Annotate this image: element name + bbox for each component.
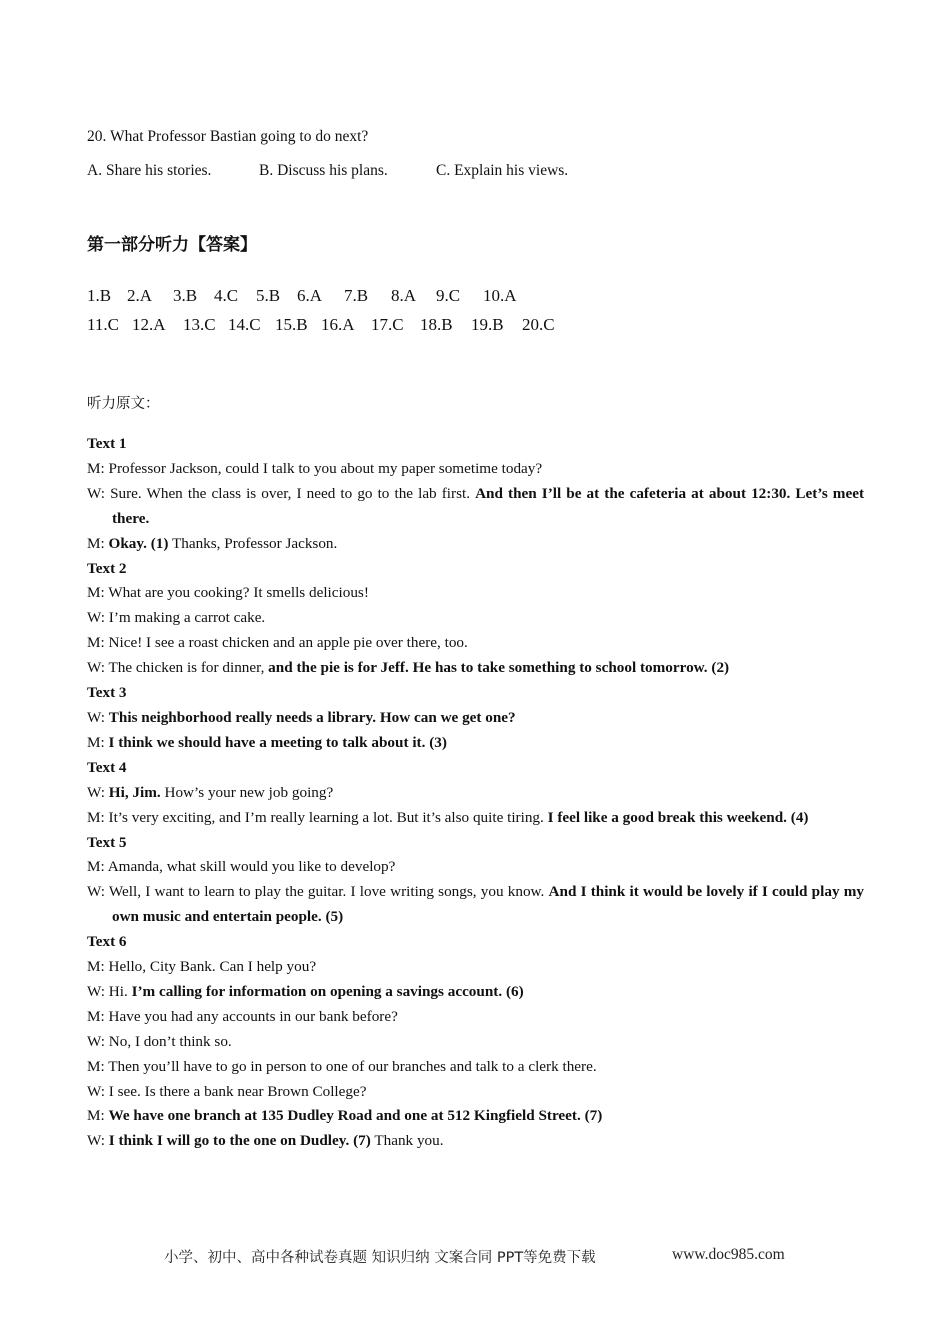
answers-row-2 <box>87 315 555 335</box>
speaker-label: W: <box>87 609 109 627</box>
speaker-label: M: <box>87 534 109 552</box>
option-b: B. Discuss his plans. <box>259 162 388 179</box>
dialogue-text: Amanda, what skill would you like to develop? <box>107 858 396 876</box>
speaker-label: W: <box>87 484 111 502</box>
speaker-label: W: <box>87 883 109 901</box>
answer-item: 5.B <box>256 286 281 305</box>
footer-url: www.doc985.com <box>672 1246 785 1263</box>
speaker-label: M: <box>87 1007 109 1025</box>
dialogue-line <box>87 706 864 731</box>
answer-item: 7.B <box>344 286 369 305</box>
dialogue-line <box>87 855 864 880</box>
text-title: Text 5 <box>87 833 127 851</box>
dialogue-line <box>87 606 864 631</box>
dialogue-text: It’s very exciting, and I’m really learning a lot. But it’s also quite tiring. <box>108 808 548 826</box>
answer-item: 15.B <box>275 315 308 334</box>
text-title: Text 1 <box>87 435 127 452</box>
dialogue-text: Hi. <box>108 982 132 1000</box>
text-title: Text 6 <box>87 933 127 951</box>
question-options <box>87 162 568 180</box>
speaker-label: W: <box>87 783 109 801</box>
key-sentence: And I think it would be lovely if I could play my own music and entertain people. (5) <box>112 883 864 926</box>
key-sentence: I feel like a good break this weekend. (4) <box>547 808 809 826</box>
dialogue-line <box>87 1030 864 1055</box>
dialogue-line <box>87 1005 864 1030</box>
text-title: Text 2 <box>87 559 127 577</box>
dialogue-text: I see. Is there a bank near Brown College? <box>108 1082 367 1100</box>
answer-heading: 第一部分听力【答案】 <box>87 235 257 255</box>
key-sentence: I’m calling for information on opening a savings account. (6) <box>131 982 524 1000</box>
speaker-label: W: <box>87 982 109 1000</box>
answer-item: 4.C <box>214 286 239 305</box>
speaker-label: W: <box>87 659 109 677</box>
answer-item: 16.A <box>321 315 355 334</box>
dialogue-line <box>87 1055 864 1080</box>
dialogue-line <box>87 806 864 831</box>
key-sentence: We have one branch at 135 Dudley Road and one at 512 Kingfield Street. (7) <box>108 1107 603 1125</box>
key-sentence: And then I’ll be at the cafeteria at about 12:30. Let’s meet there. <box>112 484 864 527</box>
speaker-label: M: <box>87 808 109 826</box>
key-sentence: and the pie is for Jeff. He has to take something to school tomorrow. (2) <box>268 659 730 677</box>
dialogue-text: No, I don’t think so. <box>108 1032 232 1050</box>
key-sentence: Okay. (1) <box>108 534 169 552</box>
speaker-label: M: <box>87 858 108 876</box>
speaker-label: W: <box>87 1132 109 1150</box>
dialogue-line <box>87 1104 864 1129</box>
dialogue-text: The chicken is for dinner, <box>108 659 269 677</box>
speaker-label: M: <box>87 1107 109 1125</box>
answer-item: 20.C <box>522 315 555 334</box>
key-sentence: I think we should have a meeting to talk about it. (3) <box>108 733 447 751</box>
dialogue-line <box>87 457 864 482</box>
answer-item: 9.C <box>436 286 461 305</box>
speaker-label: W: <box>87 1032 109 1050</box>
option-c: C. Explain his views. <box>436 162 569 179</box>
dialogue-line <box>87 1129 864 1154</box>
answer-item: 18.B <box>420 315 453 334</box>
speaker-label: W: <box>87 1082 109 1100</box>
key-sentence: This neighborhood really needs a library. How can we get one? <box>108 708 516 726</box>
dialogue-text: Sure. When the class is over, I need to go to the lab first. <box>110 484 476 502</box>
option-a: A. Share his stories. <box>87 162 212 179</box>
dialogue-line <box>87 955 864 980</box>
dialogue-text: Thanks, Professor Jackson. <box>168 534 338 552</box>
dialogue-line <box>87 656 864 681</box>
speaker-label: M: <box>87 958 109 976</box>
dialogue-text: Have you had any accounts in our bank before? <box>108 1007 398 1025</box>
question-20: 20. What Professor Bastian going to do next? <box>87 128 369 145</box>
dialogue-text: What are you cooking? It smells delicious! <box>108 584 369 602</box>
speaker-label: M: <box>87 1057 109 1075</box>
key-sentence: I think I will go to the one on Dudley. (7) <box>108 1132 371 1150</box>
answer-item: 2.A <box>127 286 153 305</box>
dialogue-text: I’m making a carrot cake. <box>108 609 266 627</box>
answer-item: 19.B <box>471 315 504 334</box>
text-title: Text 3 <box>87 684 127 702</box>
dialogue-line <box>87 581 864 606</box>
transcript-label: 听力原文： <box>87 396 160 412</box>
speaker-label: W: <box>87 708 109 726</box>
key-sentence: Hi, Jim. <box>108 783 161 801</box>
answer-item: 17.C <box>371 315 404 334</box>
dialogue-text: Professor Jackson, could I talk to you about my paper sometime today? <box>108 459 543 477</box>
transcript <box>87 432 864 1154</box>
speaker-label: M: <box>87 584 109 602</box>
answer-item: 10.A <box>483 286 517 305</box>
dialogue-line <box>87 1080 864 1105</box>
footer-text: 小学、初中、高中各种试卷真题 知识归纳 文案合同 PPT等免费下载 <box>164 1250 596 1266</box>
speaker-label: M: <box>87 459 109 477</box>
dialogue-line <box>87 781 864 806</box>
dialogue-text: Then you’ll have to go in person to one of our branches and talk to a clerk there. <box>108 1057 597 1075</box>
dialogue-line <box>87 980 864 1005</box>
dialogue-text: Nice! I see a roast chicken and an apple pie over there, too. <box>108 634 468 652</box>
answer-item: 11.C <box>87 315 119 334</box>
text-title: Text 4 <box>87 758 127 776</box>
answer-item: 8.A <box>391 286 417 305</box>
dialogue-line <box>87 532 864 557</box>
answer-item: 3.B <box>173 286 198 305</box>
dialogue-line <box>87 880 864 930</box>
answers-row-1 <box>87 286 517 306</box>
dialogue-text: How’s your new job going? <box>160 783 334 801</box>
dialogue-line <box>87 731 864 756</box>
answer-item: 12.A <box>132 315 166 334</box>
dialogue-line <box>87 631 864 656</box>
dialogue-text: Well, I want to learn to play the guitar. I love writing songs, you know. <box>108 883 549 901</box>
answer-item: 13.C <box>183 315 216 334</box>
speaker-label: M: <box>87 733 109 751</box>
dialogue-text: Thank you. <box>370 1132 444 1150</box>
answer-item: 14.C <box>228 315 261 334</box>
dialogue-line <box>87 482 864 532</box>
answer-item: 1.B <box>87 286 112 305</box>
answer-item: 6.A <box>297 286 323 305</box>
speaker-label: M: <box>87 634 109 652</box>
dialogue-text: Hello, City Bank. Can I help you? <box>108 958 317 976</box>
